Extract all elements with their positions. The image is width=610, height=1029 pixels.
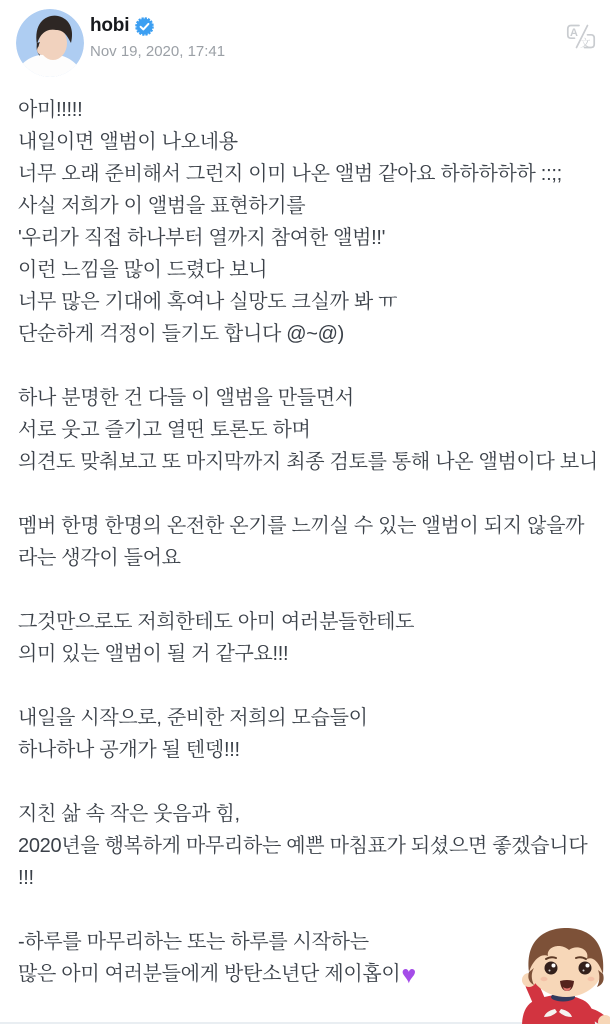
post-body-line: 지친 삶 속 작은 웃음과 힘, [18, 803, 240, 825]
post-header [0, 0, 610, 90]
translate-button[interactable] [565, 23, 597, 50]
post-body-line: 사실 저희가 이 앨범을 표현하기를 [18, 195, 306, 217]
purple-heart-emoji: ♥ [401, 961, 416, 989]
post-body-line [18, 350, 602, 382]
svg-text:A: A [570, 27, 578, 40]
post-body-line: 2020년을 행복하게 마무리하는 예쁜 마침표가 되셨으면 좋겠습니다 !!! [18, 835, 588, 889]
post-body-line [18, 766, 602, 798]
post-body-line: 의견도 맞춰보고 또 마지막까지 최종 검토를 통해 나온 앨범이다 보니 [18, 451, 598, 473]
post-body-line [18, 894, 602, 926]
post-body [0, 94, 610, 990]
post-body-line: 멤버 한명 한명의 온전한 온기를 느끼실 수 있는 앨범이 되지 않을까 라는 생각이 들어요 [18, 515, 585, 569]
post-body-line: 서로 웃고 즐기고 열띤 토론도 하며 [18, 419, 311, 441]
translate-icon [565, 23, 597, 50]
author-block [90, 15, 225, 60]
author-name[interactable]: hobi [90, 15, 130, 36]
post-body-line: 내일이면 앨범이 나오네용 [18, 131, 238, 153]
post-body-line: 아미!!!!! [18, 99, 83, 121]
post-body-line [18, 478, 602, 510]
post-body-line: 그것만으로도 저희한테도 아미 여러분들한테도 [18, 611, 415, 633]
post-body-line: 의미 있는 앨범이 될 거 같구요!!! [18, 643, 289, 665]
post-body-line [18, 670, 602, 702]
post-body-line: 많은 아미 여러분들에게 방탄소년단 제이홉이♥ [18, 961, 416, 989]
tinytan-jhope-character [505, 924, 610, 1024]
post-body-line: 단순하게 걱정이 들기도 합니다 @~@) [18, 323, 345, 345]
post-body-line [18, 574, 602, 606]
avatar-image [16, 9, 84, 77]
post-body-line: '우리가 직접 하나부터 열까지 참여한 앨범!!' [18, 227, 386, 249]
post-body-line: 이런 느낌을 많이 드렸다 보니 [18, 259, 268, 281]
tinytan-character-image [505, 924, 610, 1024]
svg-text:文: 文 [580, 37, 591, 50]
post-timestamp: Nov 19, 2020, 17:41 [90, 43, 226, 60]
post-body-line: 하나하나 공개가 될 텐뎅!!! [18, 739, 240, 761]
post-body-line: 너무 오래 준비해서 그런지 이미 나온 앨범 같아요 하하하하하 ::;; [18, 163, 562, 185]
post-body-line: -하루를 마무리하는 또는 하루를 시작하는 [18, 931, 369, 953]
author-avatar[interactable] [16, 9, 84, 77]
verified-badge-icon [135, 17, 154, 36]
post-body-line: 너무 많은 기대에 혹여나 실망도 크실까 봐 ㅠ [18, 291, 398, 313]
post-body-line: 하나 분명한 건 다들 이 앨범을 만들면서 [18, 387, 354, 409]
post-body-line: 내일을 시작으로, 준비한 저희의 모습들이 [18, 707, 368, 729]
